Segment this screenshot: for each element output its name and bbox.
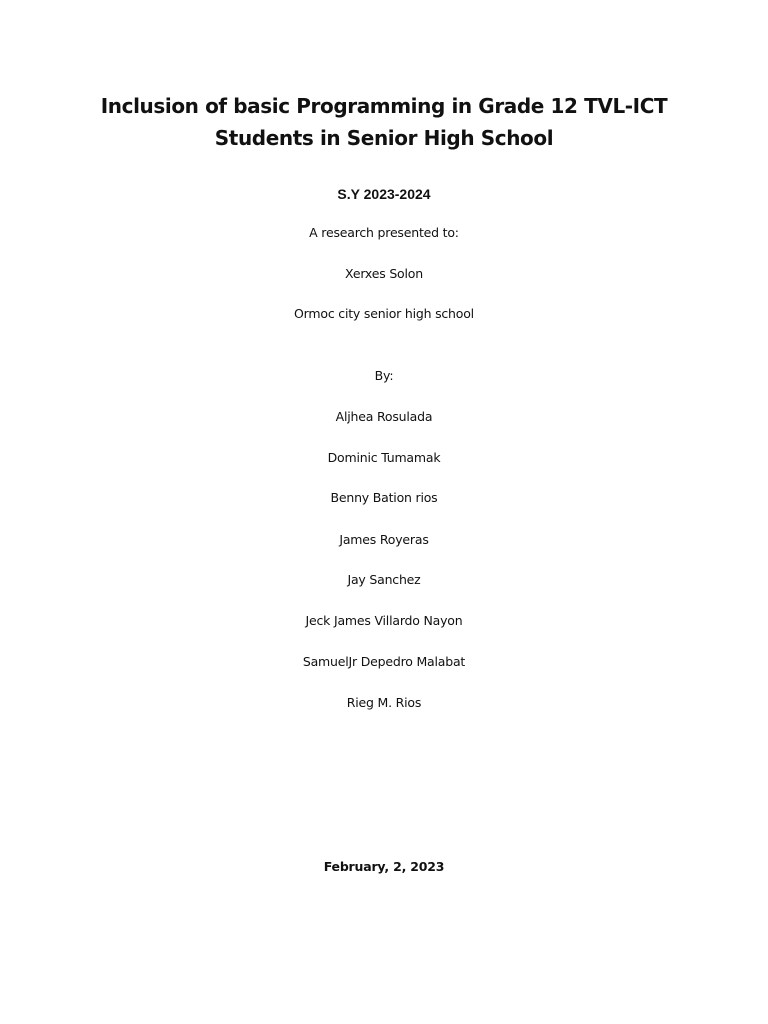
author-name: James Royeras [339, 532, 429, 547]
author-name: SamuelJr Depedro Malabat [302, 654, 466, 669]
document-date: February, 2, 2023 [323, 859, 445, 874]
by-label: By: [374, 368, 394, 383]
author-name: Jay Sanchez [347, 572, 421, 587]
school-year: S.Y 2023-2024 [337, 186, 431, 202]
author-name: Rieg M. Rios [346, 695, 422, 710]
adviser-name: Xerxes Solon [345, 266, 423, 281]
author-name: Dominic Tumamak [327, 450, 441, 465]
school-name: Ormoc city senior high school [294, 306, 474, 321]
author-name: Benny Bation rios [330, 490, 438, 505]
title-line-2: Students in Senior High School [214, 126, 554, 150]
title-line-1: Inclusion of basic Programming in Grade 12 TVL-ICT [100, 94, 668, 118]
presented-to-label: A research presented to: [309, 225, 459, 240]
author-name: Jeck James Villardo Nayon [305, 613, 463, 628]
author-name: Aljhea Rosulada [335, 409, 433, 424]
